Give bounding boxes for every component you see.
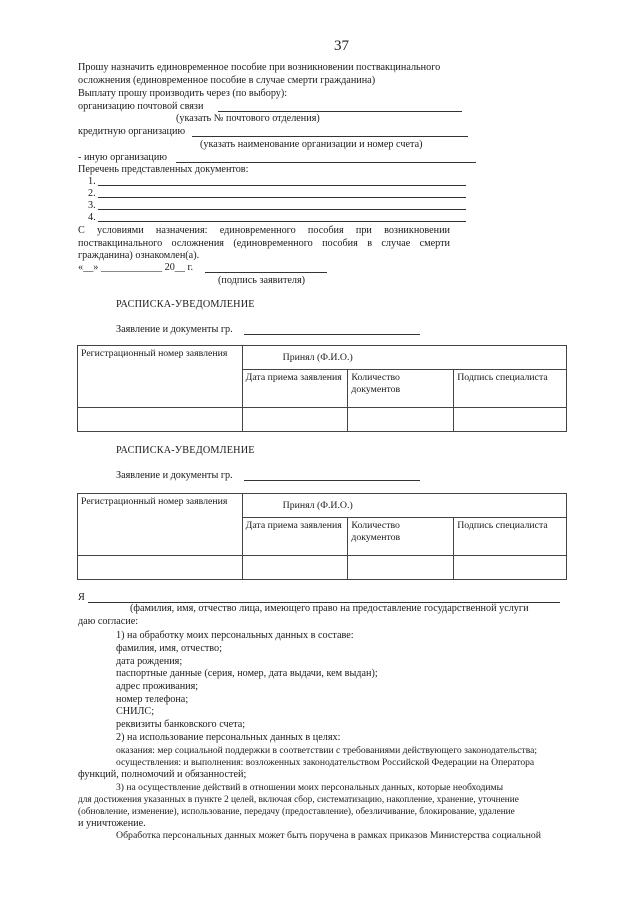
col-sign: Подпись специалиста [454, 370, 567, 408]
consent-p3: 3) на осуществление действий в отношении моих персональных данных, которые необходимы [116, 782, 504, 793]
date-line: «__» ____________ 20__ г. [78, 262, 194, 273]
receipt-name-field[interactable] [244, 334, 420, 335]
cell-sign[interactable] [454, 408, 567, 432]
consent-p2b: осуществления: и выполнения: возложенных законодательством Российской Федерации на Оператора [116, 757, 535, 768]
consent-last: Обработка персональных данных может быть поручена в рамках приказов Министерства социальной [116, 830, 542, 841]
consent-item: номер телефона; [116, 694, 189, 705]
other-org-label: - иную организацию [78, 152, 167, 163]
cell-sign[interactable] [454, 556, 567, 580]
consent-item: фамилия, имя, отчество; [116, 643, 222, 654]
consent-p2a: оказания: мер социальной поддержки в соответствии с требованиями действующего законодательства; [116, 745, 538, 756]
doc-item-field[interactable] [98, 197, 466, 198]
col-reg-number: Регистрационный номер заявления [78, 346, 243, 408]
consent-i-label: Я [78, 592, 85, 603]
cell-date[interactable] [242, 556, 348, 580]
page-number: 37 [334, 38, 349, 54]
post-office-label: организацию почтовой связи [78, 101, 204, 112]
col-date: Дата приема заявления [242, 518, 348, 556]
cell-count[interactable] [348, 408, 454, 432]
cell-reg-number[interactable] [78, 556, 243, 580]
credit-org-hint: (указать наименование организации и номер счета) [200, 139, 423, 150]
col-count: Количество документов [348, 518, 454, 556]
credit-org-field[interactable] [192, 136, 468, 137]
consent-item: адрес проживания; [116, 681, 199, 692]
consent-item: дата рождения; [116, 656, 183, 667]
receipt-title: РАСПИСКА-УВЕДОМЛЕНИЕ [116, 445, 255, 456]
receipt-table [77, 493, 567, 580]
credit-org-label: кредитную организацию [78, 126, 186, 137]
cell-count[interactable] [348, 556, 454, 580]
consent-item: СНИЛС; [116, 706, 155, 717]
col-count: Количество документов [348, 370, 454, 408]
consent-give: даю согласие: [78, 616, 139, 627]
receipt-docs-from: Заявление и документы гр. [116, 324, 233, 335]
col-accepted: Принял (Ф.И.О.) [242, 346, 566, 370]
other-org-field[interactable] [176, 162, 476, 163]
payment-method: Выплату прошу производить через (по выбору): [78, 88, 288, 99]
col-reg-number: Регистрационный номер заявления [78, 494, 243, 556]
consent-fio-hint: (фамилия, имя, отчество лица, имеющего право на предоставление государственной услуги [130, 603, 529, 614]
conditions-text: С условиями назначения: единовременного пособия при возникновении поствакцинального осложнения (единовременного пособия в случае смерти гражданина) ознакомлен(а). [78, 225, 450, 262]
receipt-docs-from: Заявление и документы гр. [116, 470, 233, 481]
doc-item-number: 3. [88, 200, 96, 211]
consent-item: реквизиты банковского счета; [116, 719, 246, 730]
doc-item-number: 4. [88, 212, 96, 223]
consent-p3-cont: (обновление, изменение), использование, передачу (предоставление), обезличивание, блокирование, удаление [78, 807, 515, 817]
doc-item-field[interactable] [98, 209, 466, 210]
consent-p2b-cont: функций, полномочий и обязанностей; [78, 769, 247, 780]
receipt-table [77, 345, 567, 432]
request-line-2: осложнения (единовременное пособие в случае смерти гражданина) [78, 75, 376, 86]
consent-item: паспортные данные (серия, номер, дата выдачи, кем выдан); [116, 668, 378, 679]
doc-item-field[interactable] [98, 221, 466, 222]
consent-p3-cont: и уничтожение. [78, 818, 146, 829]
consent-p1: 1) на обработку моих персональных данных в составе: [116, 630, 354, 641]
doc-item-number: 2. [88, 188, 96, 199]
consent-p3-cont: для достижения указанных в пункте 2 целей, включая сбор, систематизацию, накопление, хранение, уточнение [78, 795, 519, 805]
signature-hint: (подпись заявителя) [218, 275, 306, 286]
request-line-1: Прошу назначить единовременное пособие при возникновении поствакцинального [78, 62, 441, 73]
signature-field[interactable] [205, 272, 327, 273]
consent-p2: 2) на использование персональных данных в целях: [116, 732, 341, 743]
post-office-field[interactable] [218, 111, 462, 112]
receipt-title: РАСПИСКА-УВЕДОМЛЕНИЕ [116, 299, 255, 310]
cell-date[interactable] [242, 408, 348, 432]
doc-item-field[interactable] [98, 185, 466, 186]
col-accepted: Принял (Ф.И.О.) [242, 494, 566, 518]
cell-reg-number[interactable] [78, 408, 243, 432]
docs-list-label: Перечень представленных документов: [78, 164, 249, 175]
col-date: Дата приема заявления [242, 370, 348, 408]
post-office-hint: (указать № почтового отделения) [176, 113, 320, 124]
receipt-name-field[interactable] [244, 480, 420, 481]
col-sign: Подпись специалиста [454, 518, 567, 556]
doc-item-number: 1. [88, 176, 96, 187]
